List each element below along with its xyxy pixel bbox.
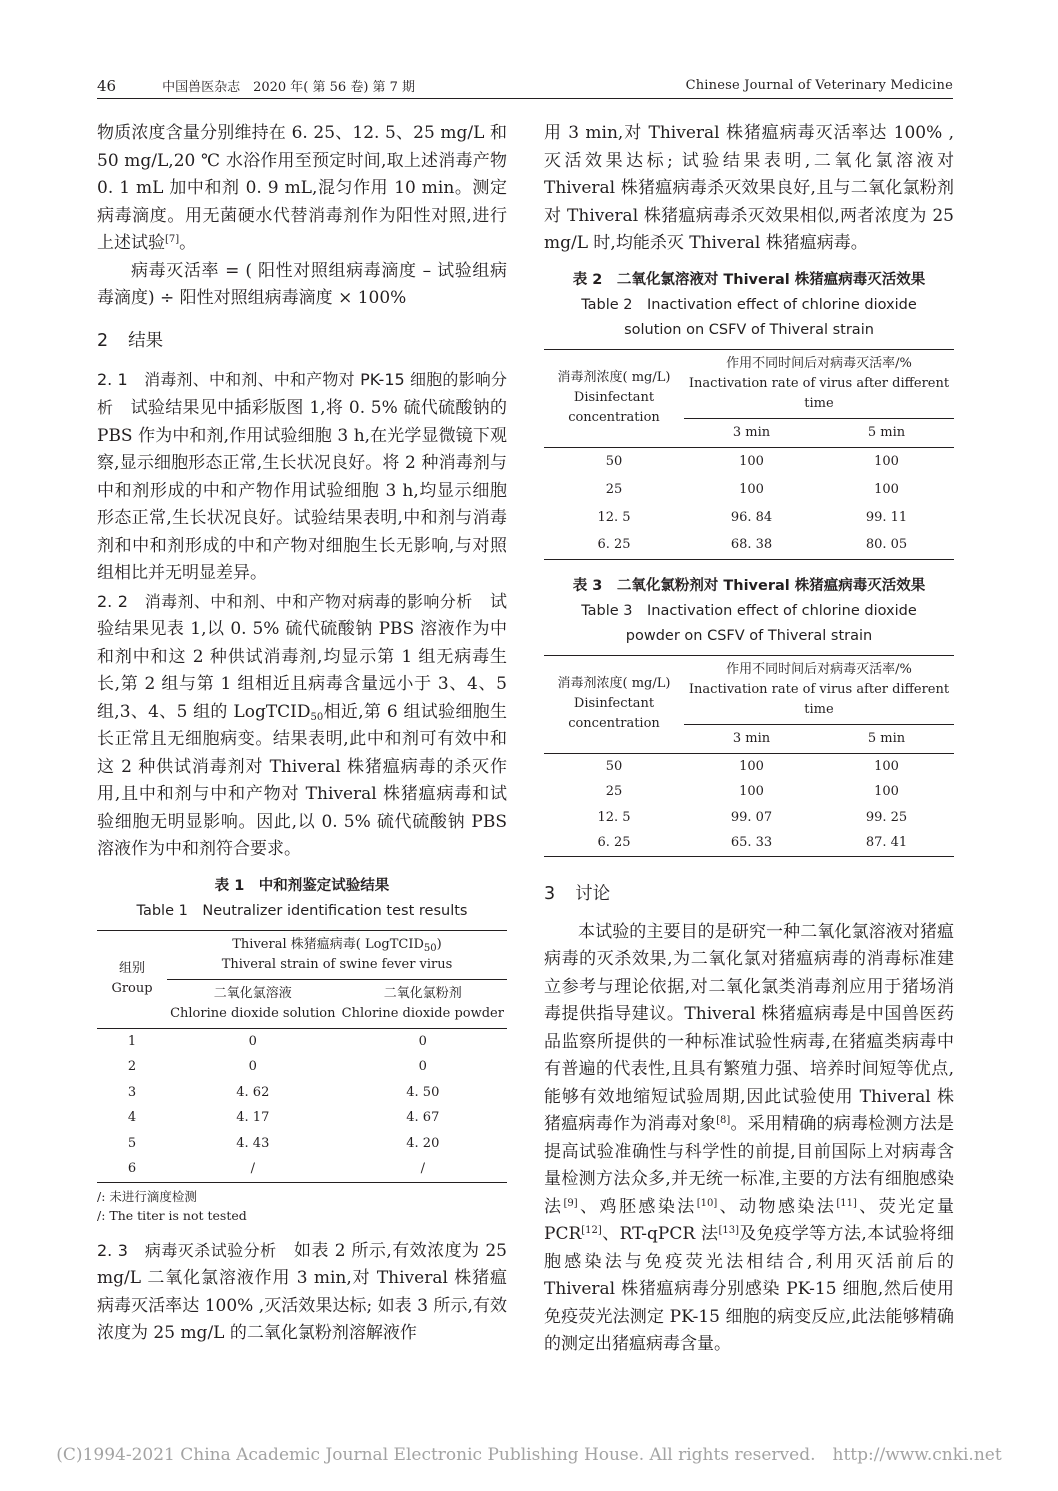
header-cn: 消毒剂浓度( mg/L) (557, 370, 671, 385)
table1-col-powder (339, 979, 507, 1028)
table-cell: 99. 11 (865, 509, 908, 525)
table-row (544, 779, 954, 805)
paragraph-text: 如表 2 所示,有效浓度为 25 mg/L 二氧化氯溶液作用 3 min,对 Thiveral 株猪瘟病毒灭活率达 100% ,灭活效果达标; 如表 3 所示,有效浓度为 25 mg/L 的二氧化氯粉剂溶解液作 (97, 1240, 507, 1343)
paragraph-text: 、鸡胚感染法 (577, 1196, 697, 1217)
table2 (544, 349, 954, 560)
table2-caption-en-1: Table 2 Inactivation effect of chlorine dioxide (581, 296, 917, 313)
table-cell: 100 (739, 481, 764, 497)
paragraph-text: 及免疫学等方法,本试验将细胞感染法与免疫荧光法相结合,利用灭活前后的 Thiveral 株猪瘟病毒分别感染 PK-15 细胞,然后使用免疫荧光法测定 PK-15 细胞的病变反应,此法能够精确的测定出猪瘟病毒含量。 (544, 1224, 954, 1354)
table3-col-3min: 3 min (684, 724, 819, 753)
header-en: Group (111, 981, 153, 996)
citation: [12] (581, 1225, 602, 1236)
citation: [8] (716, 1115, 731, 1126)
paragraph-method-end (97, 120, 507, 258)
citation: [9] (563, 1197, 578, 1209)
table-cell: 100 (739, 784, 764, 800)
table-cell: 4. 17 (236, 1110, 270, 1126)
header-cn: 作用不同时间后对病毒灭活率/% (726, 661, 912, 677)
table3-caption-cn: 表 3 二氧化氯粉剂对 Thiveral 株猪瘟病毒灭活效果 (572, 577, 926, 594)
table-cell: 25 (605, 481, 623, 497)
paragraph-text: 物质浓度含量分别维持在 6. 25、12. 5、25 mg/L 和 50 mg/L,20 ℃ 水浴作用至预定时间,取上述消毒产物0. 1 mL 加中和剂 0. 9 mL,混匀作用 10 min。测定病毒滴度。用无菌硬水代替消毒剂作为阳性对照,进行上述试验 (97, 123, 507, 253)
copyright-footer: (C)1994-2021 China Academic Journal Electronic Publishing House. All rights reserved. http://www.cnki.net (56, 1445, 1002, 1465)
table1-caption-en: Table 1 Neutralizer identification test results (136, 902, 468, 919)
table-cell: 99. 25 (865, 809, 908, 825)
table-row (544, 447, 954, 475)
table-row (544, 830, 954, 856)
table2-col-3min: 3 min (684, 418, 819, 447)
header-cn: 二氧化氯粉剂 (383, 985, 462, 1001)
citation: [13] (718, 1225, 739, 1236)
table2-col-5min: 5 min (819, 418, 954, 447)
left-column (97, 120, 507, 1348)
formula: 病毒灭活率 = ( 阳性对照组病毒滴度 – 试验组病毒滴度) ÷ 阳性对照组病毒滴度 × 100% (97, 260, 507, 308)
header-en: Disinfectant (573, 696, 655, 711)
table-cell: 96. 84 (730, 509, 773, 525)
table-cell: 4. 43 (236, 1135, 270, 1151)
note-en: /: The titer is not tested (97, 1207, 247, 1223)
table-cell: 1 (127, 1033, 137, 1049)
table-cell: / (420, 1161, 425, 1177)
table-cell: 6 (127, 1161, 137, 1177)
table3 (544, 655, 954, 857)
subsection-2-2 (97, 588, 507, 864)
header-en: Thiveral strain of swine fever virus (221, 956, 453, 972)
paragraph-text: 。采用精确的病毒检测方法是提高试验准确性与科学性的前提,目前国际上对病毒含量检测方法众多,并无统一标准,主要的方法有细胞感染法 (544, 1114, 955, 1217)
table-cell: 50 (605, 453, 623, 469)
table-cell: 12. 5 (597, 809, 631, 825)
table2-caption-cn: 表 2 二氧化氯溶液对 Thiveral 株猪瘟病毒灭活效果 (572, 271, 926, 288)
table-cell: 12. 5 (597, 509, 631, 525)
header-en: Inactivation rate of virus after different time (688, 375, 950, 411)
table-cell: 6. 25 (597, 537, 631, 553)
header-en: Inactivation rate of virus after different time (688, 681, 950, 717)
table-row (97, 1028, 507, 1054)
table-cell: 4. 20 (406, 1135, 440, 1151)
table2-rate-header (684, 349, 954, 418)
header-en: Chlorine dioxide solution (170, 1005, 336, 1021)
section-number: 2 (97, 330, 109, 351)
header-en: Disinfectant (573, 390, 655, 405)
table-cell: 4. 50 (406, 1084, 440, 1100)
table-row (97, 1156, 507, 1182)
table-cell: 4. 67 (406, 1110, 440, 1126)
header-en: Chlorine dioxide powder (341, 1005, 504, 1021)
header-cn: ) (436, 936, 442, 952)
section-title: 结果 (128, 330, 164, 351)
table-row (544, 503, 954, 531)
subscript: 50 (423, 942, 437, 954)
table-cell: 4 (127, 1110, 137, 1126)
subscript: 50 (310, 711, 324, 723)
table1-note (97, 1187, 507, 1225)
table-cell: 6. 25 (597, 835, 631, 851)
table-cell: 100 (874, 784, 899, 800)
table1-group-header (97, 930, 167, 1028)
table-cell: 65. 33 (730, 835, 773, 851)
table-cell: 3 (127, 1084, 137, 1100)
section-title: 讨论 (575, 883, 611, 904)
table3-col-5min: 5 min (819, 724, 954, 753)
table-cell: 0 (418, 1059, 427, 1075)
header-left (97, 76, 416, 95)
table3-caption-en-2: powder on CSFV of Thiveral strain (625, 627, 873, 644)
table-cell: 100 (874, 453, 899, 469)
section-heading-discussion (544, 881, 954, 907)
right-column (544, 120, 954, 1359)
paragraph-text: 、RT-qPCR 法 (601, 1224, 719, 1244)
paragraph-text: 、荧光定量 PCR (544, 1196, 955, 1244)
section-heading-results (97, 328, 507, 354)
table-cell: 2 (127, 1059, 137, 1075)
table-cell: 100 (874, 481, 899, 497)
table-cell: 50 (605, 758, 623, 774)
table-row (97, 1080, 507, 1106)
table-row (544, 531, 954, 559)
paragraph-text: 。 (179, 233, 197, 253)
table-cell: 80. 05 (865, 537, 908, 553)
header-cn: 组别 (118, 961, 145, 976)
paragraph-text: 试验结果见中插彩版图 1,将 0. 5% 硫代硫酸钠的 PBS 作为中和剂,作用试验细胞 3 h,在光学显微镜下观察,显示细胞形态正常,生长状况良好。将 2 种消毒剂与中和剂形成的中和产物作用试验细胞 3 h,均显示细胞形态正常,生长状况良好。试验结果表明,中和剂与消毒剂和中和剂形成的中和产物对细胞生长无影响,与对照组相比并无明显差异。 (97, 398, 507, 583)
subsection-2-1 (97, 366, 507, 588)
paragraph-text: 试验结果见表 1,以 0. 5% 硫代硫酸钠 PBS 溶液作为中和剂中和这 2 种供试消毒剂,均显示第 1 组无病毒生长,第 2 组与第 1 组相近且病毒含量远小于 3、4、5 组,3、4、5 组的 LogTCID (97, 591, 507, 722)
table3-rate-header (684, 655, 954, 724)
table1-span-header (167, 930, 507, 979)
header-cn: 消毒剂浓度( mg/L) (557, 676, 671, 691)
table-cell: / (250, 1161, 255, 1177)
paragraph-text: 相近,第 6 组试验细胞生长正常且无细胞病变。结果表明,此中和剂可有效中和这 2 种供试消毒剂对 Thiveral 株猪瘟病毒的杀灭作用,且中和剂与中和产物对 Thiveral 株猪瘟病毒和试验细胞无明显影响。因此,以 0. 5% 硫代硫酸钠 PBS 溶液作为中和剂符合要求。 (97, 701, 507, 859)
table-cell: 100 (739, 453, 764, 469)
table-cell: 25 (605, 784, 623, 800)
table-cell: 0 (248, 1059, 257, 1075)
table-cell: 68. 38 (730, 537, 773, 553)
subsection-title: 2. 1 消毒剂、中和剂、中和产物对 PK-15 细胞的影响分析 (97, 369, 507, 417)
table-row (97, 1105, 507, 1131)
table-cell: 100 (739, 758, 764, 774)
table3-conc-header (544, 655, 684, 753)
table3-caption-en-1: Table 3 Inactivation effect of chlorine dioxide (581, 602, 917, 619)
table-cell: 99. 07 (730, 809, 773, 825)
subsection-title: 2. 2 消毒剂、中和剂、中和产物对病毒的影响分析 (97, 591, 473, 611)
table-row (544, 753, 954, 779)
header-cn: 作用不同时间后对病毒灭活率/% (726, 355, 912, 371)
header-cn: Thiveral 株猪瘟病毒( LogTCID (232, 936, 424, 952)
journal-title-cn: 中国兽医杂志 2020 年( 第 56 卷) 第 7 期 (162, 80, 416, 95)
table1-caption-cn: 表 1 中和剂鉴定试验结果 (214, 877, 390, 894)
journal-title-en: Chinese Journal of Veterinary Medicine (685, 78, 953, 93)
paragraph-text: 本试验的主要目的是研究一种二氧化氯溶液对猪瘟病毒的灭杀效果,为二氧化氯对猪瘟病毒的消毒标准建立参考与理论依据,对二氧化氯类消毒剂应用于猪场消毒提供指导建议。Thiveral 株猪瘟病毒是中国兽医药品监察所提供的一种标准试验性病毒,在猪瘟类病毒中有普遍的代表性,且具有繁殖力强、培养时间短等优点,能够有效地缩短试验周期,因此试验使用 Thiveral 株猪瘟病毒作为消毒对象 (544, 921, 954, 1134)
table1-col-solution (167, 979, 339, 1028)
table-cell: 0 (248, 1033, 257, 1049)
table-cell: 5 (127, 1135, 137, 1151)
note-cn: /: 未进行滴度检测 (97, 1188, 197, 1204)
page-number: 46 (97, 77, 117, 95)
citation: [11] (836, 1197, 857, 1209)
citation: [10] (696, 1197, 718, 1209)
table-cell: 100 (874, 758, 899, 774)
table-row (97, 1131, 507, 1157)
section-number: 3 (544, 883, 556, 904)
table-row (544, 805, 954, 831)
table-row (544, 475, 954, 503)
header-cn: 二氧化氯溶液 (213, 985, 292, 1001)
paragraph-text: 、动物感染法 (717, 1196, 837, 1217)
table2-conc-header (544, 349, 684, 447)
header-en: concentration (568, 410, 660, 425)
table-row (97, 1054, 507, 1080)
subsection-title: 2. 3 病毒灭杀试验分析 (97, 1240, 277, 1260)
table-cell: 4. 62 (236, 1084, 270, 1100)
table1 (97, 930, 507, 1183)
paragraph-continued: 用 3 min,对 Thiveral 株猪瘟病毒灭活率达 100% ,灭活效果达标; 试验结果表明,二氧化氯溶液对 Thiveral 株猪瘟病毒杀灭效果良好,且与二氧化氯粉剂对 Thiveral 株猪瘟病毒杀灭效果相似,两者浓度为 25 mg/L 时,均能杀灭 Thiveral 株猪瘟病毒。 (544, 123, 954, 253)
subsection-2-3 (97, 1237, 507, 1348)
discussion-paragraph (544, 919, 954, 1359)
table-cell: 87. 41 (865, 835, 908, 851)
running-header (97, 76, 953, 99)
header-en: concentration (568, 716, 660, 731)
citation: [7] (165, 234, 180, 245)
table-cell: 0 (418, 1033, 427, 1049)
table2-caption-en-2: solution on CSFV of Thiveral strain (624, 321, 874, 338)
